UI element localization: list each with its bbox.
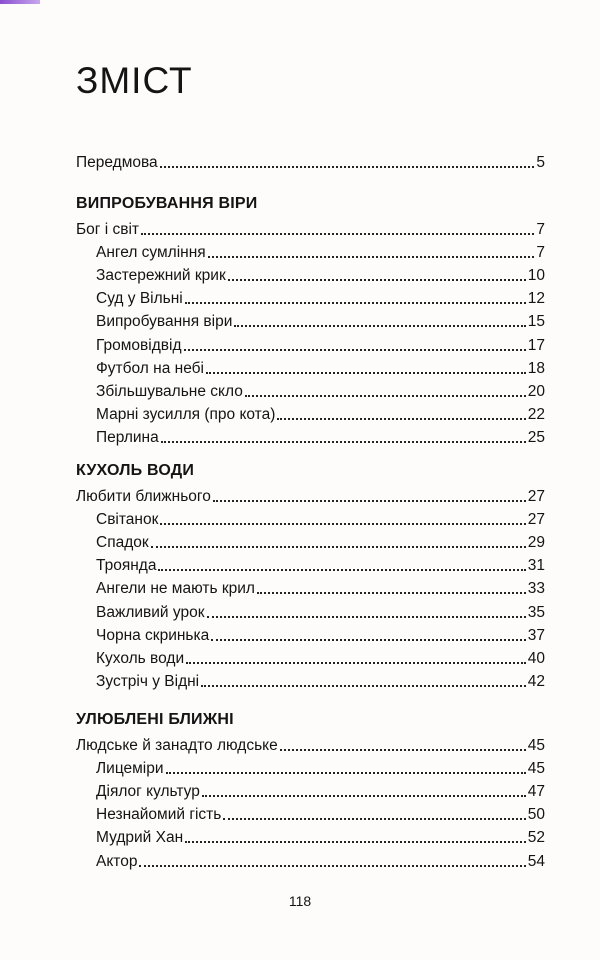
toc-entry-page: 22 (527, 405, 545, 423)
toc-entry-page: 45 (527, 737, 545, 754)
toc-entry-title: Мудрий Хан (96, 829, 184, 847)
toc-entry[interactable] (0, 802, 545, 824)
toc-entry-title: Перлина (96, 428, 159, 446)
toc-entry-title: Лицеміри (96, 760, 164, 778)
dot-leader (211, 639, 526, 641)
toc-entry[interactable] (0, 576, 545, 598)
dot-leader (141, 233, 534, 235)
toc-entry-page: 37 (527, 626, 545, 644)
toc-entry[interactable] (0, 849, 545, 871)
toc-entry-page: 25 (527, 428, 545, 446)
toc-entry-title: Футбол на небі (96, 359, 204, 377)
toc-entry-title: Діялог культур (96, 783, 200, 801)
toc-entry[interactable] (0, 825, 545, 847)
dot-leader (184, 349, 526, 351)
toc-entry-title: Кухоль води (96, 649, 185, 667)
dot-leader (151, 546, 526, 548)
toc-entry-page: 35 (527, 603, 545, 621)
dot-leader (161, 441, 526, 443)
dot-leader (201, 685, 526, 687)
toc-entry[interactable] (0, 240, 545, 262)
toc-entry-page: 15 (527, 313, 545, 331)
toc-entry-title: Незнайомий гість (96, 806, 222, 824)
toc-entry[interactable] (0, 402, 545, 424)
toc-entry[interactable] (0, 553, 545, 575)
toc-entry-page: 42 (527, 672, 545, 690)
toc-entry-title: Ангел сумління (96, 244, 206, 262)
toc-entry-page: 50 (527, 806, 545, 824)
toc-entry-page: 40 (527, 649, 545, 667)
dot-leader (185, 841, 526, 843)
toc-entry-title: Чорна скринька (96, 626, 210, 644)
dot-leader (234, 325, 525, 327)
toc-entry-title: Суд у Вільні (96, 290, 183, 308)
dot-leader (206, 372, 526, 374)
toc-entry-title: Спадок (96, 534, 149, 552)
toc-entry-page: 27 (527, 488, 545, 505)
page-number: 118 (288, 893, 312, 909)
dot-leader (160, 166, 535, 168)
dot-leader (185, 302, 526, 304)
toc-entry-preface[interactable] (0, 150, 545, 172)
toc-entry-page: 47 (527, 783, 545, 801)
dot-leader (166, 772, 526, 774)
dot-leader (158, 569, 525, 571)
dot-leader (208, 256, 535, 258)
dot-leader (245, 395, 526, 397)
toc-entry-page: 27 (527, 511, 545, 529)
toc-entry-title: Марні зусилля (про кота) (96, 405, 276, 423)
toc-entry[interactable] (0, 530, 545, 552)
toc-entry-page: 17 (527, 336, 545, 354)
toc-entry[interactable] (0, 779, 545, 801)
toc-chapter[interactable] (0, 217, 545, 239)
toc-entry-title: Збільшувальне скло (96, 382, 243, 400)
toc-entry-page: 18 (527, 359, 545, 377)
dot-leader (139, 865, 525, 867)
toc-entry-page: 29 (527, 534, 545, 552)
toc-entry-page: 33 (527, 580, 545, 598)
toc-entry-title: Зустріч у Відні (96, 672, 200, 690)
dot-leader (228, 279, 526, 281)
dot-leader (186, 662, 526, 664)
toc-entry-title: Любити ближнього (76, 488, 211, 505)
toc-entry-title: Ангели не мають крил (96, 580, 255, 598)
toc-entry[interactable] (0, 333, 545, 355)
toc-entry-page: 54 (527, 852, 545, 870)
toc-chapter[interactable] (0, 733, 545, 755)
toc-entry[interactable] (0, 309, 545, 331)
dot-leader (277, 418, 525, 420)
toc-entry[interactable] (0, 669, 545, 691)
toc-entry[interactable] (0, 263, 545, 285)
dot-leader (280, 749, 526, 751)
toc-entry-title: Людське й занадто людське (76, 737, 278, 754)
toc-entry-title: Важливий урок (96, 603, 205, 621)
dot-leader (202, 795, 526, 797)
toc-entry-title: Актор (96, 852, 138, 870)
toc-entry-page: 12 (527, 290, 545, 308)
page-edge-mark (0, 0, 40, 4)
toc-entry-page: 10 (527, 267, 545, 285)
toc-entry-page: 7 (536, 244, 545, 262)
toc-entry[interactable] (0, 379, 545, 401)
toc-entry[interactable] (0, 507, 545, 529)
toc-entry-page: 31 (527, 557, 545, 575)
toc-entry-page: 45 (527, 760, 545, 778)
toc-entry[interactable] (0, 356, 545, 378)
section-heading: УЛЮБЛЕНІ БЛИЖНІ (76, 711, 234, 728)
section-heading: КУХОЛЬ ВОДИ (76, 462, 195, 479)
toc-entry-page: 7 (536, 221, 545, 238)
toc-entry[interactable] (0, 646, 545, 668)
dot-leader (223, 818, 525, 820)
toc-entry-title: Троянда (96, 557, 157, 575)
toc-entry-title: Передмова (76, 154, 158, 171)
dot-leader (207, 616, 526, 618)
toc-entry-title: Застережний крик (96, 267, 226, 285)
toc-entry-page: 20 (527, 382, 545, 400)
toc-entry-page: 52 (527, 829, 545, 847)
dot-leader (160, 523, 525, 525)
toc-entry-title: Громовідвід (96, 336, 182, 354)
toc-entry-page: 5 (536, 154, 545, 171)
section-heading: ВИПРОБУВАННЯ ВІРИ (76, 195, 258, 212)
toc-entry[interactable] (0, 286, 545, 308)
toc-entry-title: Світанок (96, 511, 159, 529)
toc-entry[interactable] (0, 623, 545, 645)
toc-entry-title: Випробування віри (96, 313, 233, 331)
dot-leader (257, 592, 526, 594)
toc-entry[interactable] (0, 600, 545, 622)
toc-chapter[interactable] (0, 484, 545, 506)
toc-entry[interactable] (0, 756, 545, 778)
toc-entry-title: Бог і світ (76, 221, 140, 238)
toc-entry[interactable] (0, 425, 545, 447)
dot-leader (213, 500, 526, 502)
page-title: ЗМІСТ (76, 60, 193, 101)
